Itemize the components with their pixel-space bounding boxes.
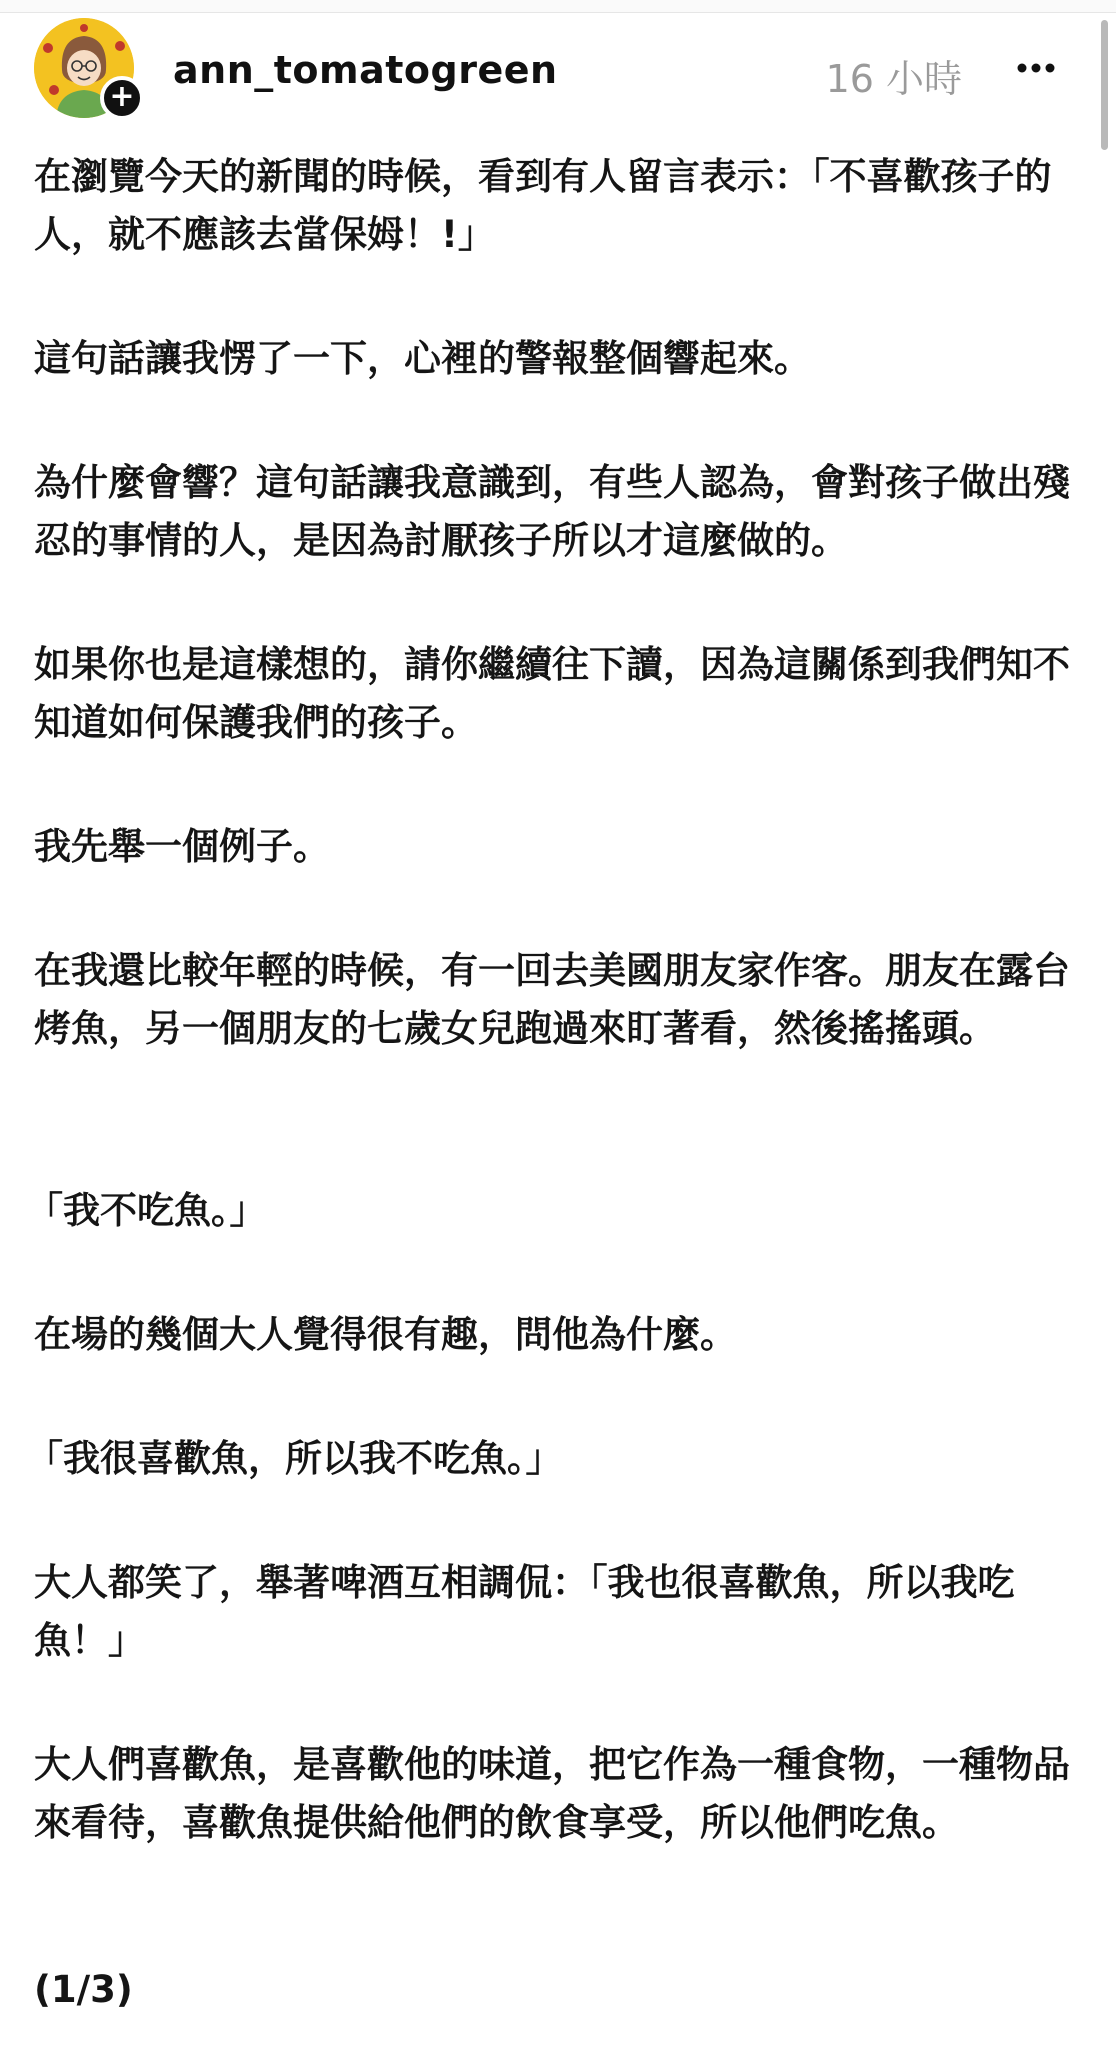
more-horizontal-icon[interactable] bbox=[1014, 48, 1058, 88]
post-paragraph: 如果你也是這樣想的，請你繼續往下讀，因為這關係到我們知不知道如何保護我們的孩子。 bbox=[34, 643, 1070, 744]
post-paragraph: 「我很喜歡魚，所以我不吃魚。」 bbox=[26, 1437, 563, 1480]
follow-plus-icon[interactable]: + bbox=[100, 76, 144, 120]
top-edge bbox=[0, 0, 1116, 13]
post-paragraph: 大人們喜歡魚，是喜歡他的味道，把它作為一種食物，一種物品來看待，喜歡魚提供給他們的飲食享受，所以他們吃魚。 bbox=[34, 1743, 1070, 1844]
post-paragraph: 在場的幾個大人覺得很有趣，問他為什麼。 bbox=[34, 1313, 737, 1356]
post-paragraph: 為什麼會響？這句話讓我意識到，有些人認為，會對孩子做出殘忍的事情的人，是因為討厭孩子所以才這麼做的。 bbox=[34, 461, 1070, 562]
post-paragraph: 大人都笑了，舉著啤酒互相調侃：「我也很喜歡魚，所以我吃魚！」 bbox=[34, 1561, 1015, 1662]
post-paragraph: 在我還比較年輕的時候，有一回去美國朋友家作客。朋友在露台烤魚，另一個朋友的七歲女兒跑過來盯著看，然後搖搖頭。 bbox=[34, 949, 1070, 1050]
post-header bbox=[34, 18, 1074, 118]
post-paragraph: 我先舉一個例子。 bbox=[34, 825, 330, 868]
scrollbar[interactable] bbox=[1101, 20, 1108, 150]
page-indicator: (1/3) bbox=[34, 1968, 133, 2011]
username-link[interactable]: ann_tomatogreen bbox=[173, 48, 558, 92]
post-paragraph: 在瀏覽今天的新聞的時候，看到有人留言表示：「不喜歡孩子的人，就不應該去當保姆！!」 bbox=[34, 155, 1052, 256]
post-timestamp: 16 小時 bbox=[825, 57, 962, 101]
post-paragraph: 這句話讓我愣了一下，心裡的警報整個響起來。 bbox=[34, 337, 811, 380]
post-paragraph: 「我不吃魚。」 bbox=[26, 1189, 267, 1232]
